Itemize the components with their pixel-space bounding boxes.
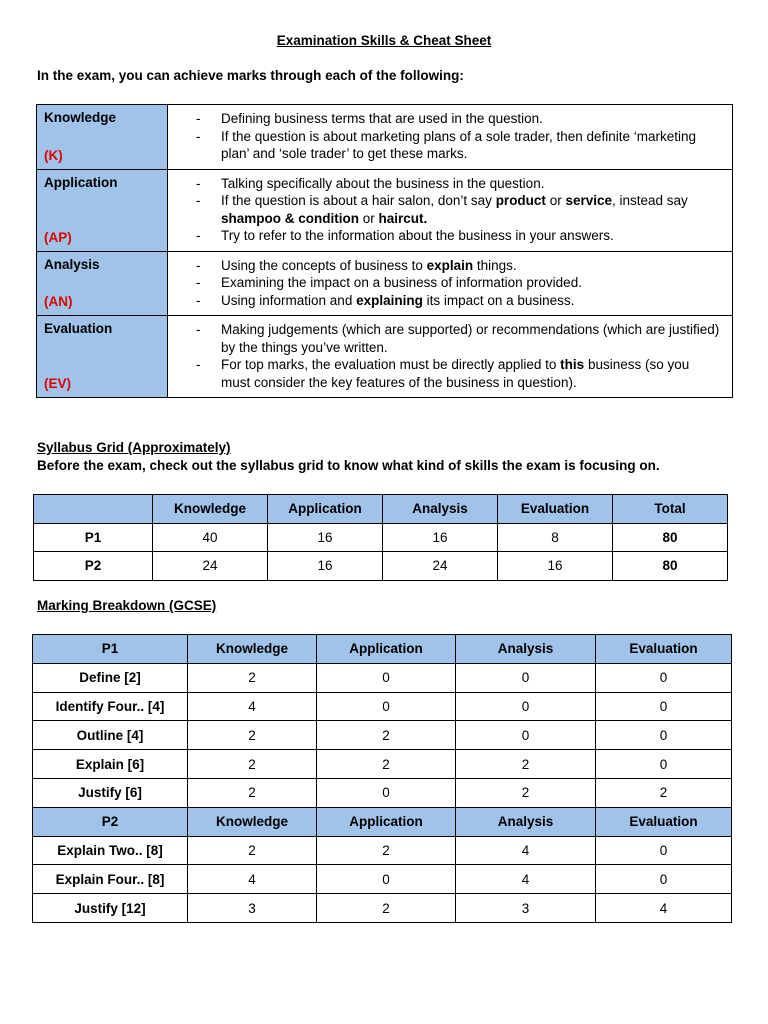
skill-point-text: If the question is about a hair salon, don’t say [221, 193, 496, 208]
skill-row [37, 316, 733, 398]
skill-name-cell [37, 316, 168, 398]
mark-value: 2 [188, 750, 317, 779]
skill-point [168, 175, 720, 193]
skill-point-text: service [565, 193, 612, 208]
column-header: Evaluation [596, 635, 732, 664]
mark-value: 24 [383, 552, 498, 581]
mark-value: 0 [317, 865, 456, 894]
skill-point [168, 257, 720, 275]
mark-value: 3 [188, 894, 317, 923]
skill-abbreviation: (K) [44, 147, 63, 163]
mark-value: 0 [456, 692, 596, 721]
question-type-label: Outline [4] [33, 721, 188, 750]
skill-point-text: Defining business terms that are used in the question. [221, 111, 543, 126]
marking-header-row [33, 807, 732, 836]
mark-value: 16 [268, 523, 383, 552]
mark-value: 3 [456, 894, 596, 923]
skill-name: Knowledge [44, 110, 117, 125]
mark-value: 0 [317, 692, 456, 721]
marking-header-row [33, 635, 732, 664]
skill-point-text: or [359, 210, 379, 226]
skill-description-cell [168, 251, 733, 316]
column-header: Total [613, 495, 728, 524]
bullet-dash: - [196, 275, 201, 290]
skill-point-text: explaining [356, 292, 423, 308]
skill-point [168, 227, 720, 245]
column-header: Knowledge [188, 635, 317, 664]
column-header: Evaluation [596, 807, 732, 836]
marking-row [33, 750, 732, 779]
paper-label: P1 [34, 523, 153, 552]
syllabus-grid-table [33, 494, 728, 581]
question-type-label: Justify [12] [33, 894, 188, 923]
skill-name-cell [37, 169, 168, 251]
skill-point-text: Talking specifically about the business in the question. [221, 175, 545, 191]
skill-point-text: For top marks, the evaluation must be directly applied to [221, 357, 561, 372]
skill-points-list [168, 321, 720, 391]
bullet-dash: - [196, 257, 201, 273]
marking-row [33, 865, 732, 894]
column-header: Analysis [456, 807, 596, 836]
skill-point-text: haircut. [378, 210, 428, 226]
skill-points-list [168, 110, 720, 163]
column-header: Application [268, 495, 383, 524]
skill-point-text: Making judgements (which are supported) or recommendations (which are justified) by the things you’ve written. [221, 322, 720, 355]
column-header: Knowledge [188, 807, 317, 836]
column-header: Application [317, 635, 456, 664]
mark-value: 16 [383, 523, 498, 552]
skill-abbreviation: (AP) [44, 229, 72, 245]
skill-point-text: Examining the impact on a business of information provided. [221, 275, 582, 290]
mark-value: 8 [498, 523, 613, 552]
skill-point-text: business (so you must consider the key features of the business in question). [221, 357, 690, 390]
skill-name-cell [37, 105, 168, 170]
skill-point [168, 192, 720, 227]
question-type-label: Justify [6] [33, 778, 188, 807]
skill-abbreviation: (AN) [44, 294, 73, 309]
skill-point [168, 292, 720, 310]
bullet-dash: - [196, 228, 201, 243]
mark-value: 0 [596, 865, 732, 894]
mark-value: 2 [317, 836, 456, 865]
column-header: Knowledge [153, 495, 268, 524]
mark-value: 0 [596, 692, 732, 721]
skill-name: Evaluation [44, 321, 113, 336]
mark-value: 0 [596, 836, 732, 865]
mark-value: 2 [188, 663, 317, 692]
skill-name-cell [37, 251, 168, 316]
mark-value: 2 [317, 894, 456, 923]
marking-row [33, 663, 732, 692]
skill-point-text: or [545, 193, 566, 208]
mark-value: 2 [317, 750, 456, 779]
question-type-label: Explain [6] [33, 750, 188, 779]
bullet-dash: - [196, 128, 201, 144]
column-header: Analysis [456, 635, 596, 664]
column-header: Evaluation [498, 495, 613, 524]
marking-heading: Marking Breakdown (GCSE) [37, 598, 217, 613]
skill-point-text: explain [426, 257, 474, 273]
mark-value: 4 [188, 692, 317, 721]
column-header [34, 495, 153, 524]
skill-point-text: this [560, 357, 585, 372]
syllabus-subheading: Before the exam, check out the syllabus grid to know what kind of skills the exam is focusing on. [37, 458, 660, 473]
paper-label: P2 [34, 552, 153, 581]
intro-text: In the exam, you can achieve marks through each of the following: [37, 68, 464, 83]
skill-point-text: Using the concepts of business to [221, 257, 427, 273]
skill-point [168, 128, 720, 163]
skill-point-text: Try to refer to the information about the business in your answers. [221, 228, 614, 243]
skill-points-list [168, 257, 720, 310]
marking-row [33, 778, 732, 807]
question-type-label: Explain Four.. [8] [33, 865, 188, 894]
skill-point-text: things. [473, 257, 517, 273]
mark-value: 0 [317, 663, 456, 692]
question-type-label: Define [2] [33, 663, 188, 692]
mark-value: 40 [153, 523, 268, 552]
mark-value: 0 [596, 663, 732, 692]
skills-table [36, 104, 733, 398]
column-header: P1 [33, 635, 188, 664]
mark-value: 4 [456, 836, 596, 865]
skill-point [168, 110, 720, 128]
skill-points-list [168, 175, 720, 245]
skill-point [168, 356, 720, 391]
mark-value: 2 [188, 721, 317, 750]
mark-value: 16 [268, 552, 383, 581]
bullet-dash: - [196, 175, 201, 191]
mark-value: 4 [188, 865, 317, 894]
skill-description-cell [168, 105, 733, 170]
skill-name: Application [44, 174, 118, 190]
skill-point [168, 274, 720, 292]
column-header: Analysis [383, 495, 498, 524]
skill-abbreviation: (EV) [44, 376, 71, 391]
syllabus-heading: Syllabus Grid (Approximately) [37, 440, 231, 455]
skill-description-cell [168, 169, 733, 251]
mark-value: 2 [456, 750, 596, 779]
skill-point-text: Using information and [221, 292, 357, 308]
mark-value: 4 [456, 865, 596, 894]
marking-row [33, 721, 732, 750]
mark-value: 0 [456, 663, 596, 692]
skill-point-text: , instead say [612, 193, 688, 208]
mark-value: 2 [188, 778, 317, 807]
question-type-label: Explain Two.. [8] [33, 836, 188, 865]
syllabus-row [34, 552, 728, 581]
mark-value: 2 [596, 778, 732, 807]
total-value: 80 [613, 523, 728, 552]
marking-breakdown-table [32, 634, 732, 923]
syllabus-header-row [34, 495, 728, 524]
skill-point-text: shampoo & condition [221, 210, 359, 226]
bullet-dash: - [196, 292, 201, 308]
skill-name: Analysis [44, 256, 100, 272]
mark-value: 0 [596, 721, 732, 750]
mark-value: 0 [596, 750, 732, 779]
column-header: Application [317, 807, 456, 836]
mark-value: 2 [456, 778, 596, 807]
mark-value: 2 [188, 836, 317, 865]
page-title: Examination Skills & Cheat Sheet [276, 33, 492, 48]
mark-value: 4 [596, 894, 732, 923]
marking-row [33, 692, 732, 721]
mark-value: 24 [153, 552, 268, 581]
skill-point-text: If the question is about marketing plans of a sole trader, then definite ‘marketing plan’ and ‘sole trader’ to get these marks. [221, 128, 697, 161]
mark-value: 16 [498, 552, 613, 581]
syllabus-row [34, 523, 728, 552]
question-type-label: Identify Four.. [4] [33, 692, 188, 721]
bullet-dash: - [196, 322, 201, 337]
skill-point-text: its impact on a business. [422, 292, 575, 308]
marking-row [33, 836, 732, 865]
skill-point [168, 321, 720, 356]
skill-point-text: product [495, 193, 546, 208]
skill-row [37, 169, 733, 251]
skill-row [37, 105, 733, 170]
bullet-dash: - [196, 111, 201, 126]
skill-description-cell [168, 316, 733, 398]
mark-value: 2 [317, 721, 456, 750]
mark-value: 0 [317, 778, 456, 807]
skill-row [37, 251, 733, 316]
column-header: P2 [33, 807, 188, 836]
total-value: 80 [613, 552, 728, 581]
marking-row [33, 894, 732, 923]
bullet-dash: - [196, 357, 201, 372]
bullet-dash: - [196, 193, 201, 208]
mark-value: 0 [456, 721, 596, 750]
